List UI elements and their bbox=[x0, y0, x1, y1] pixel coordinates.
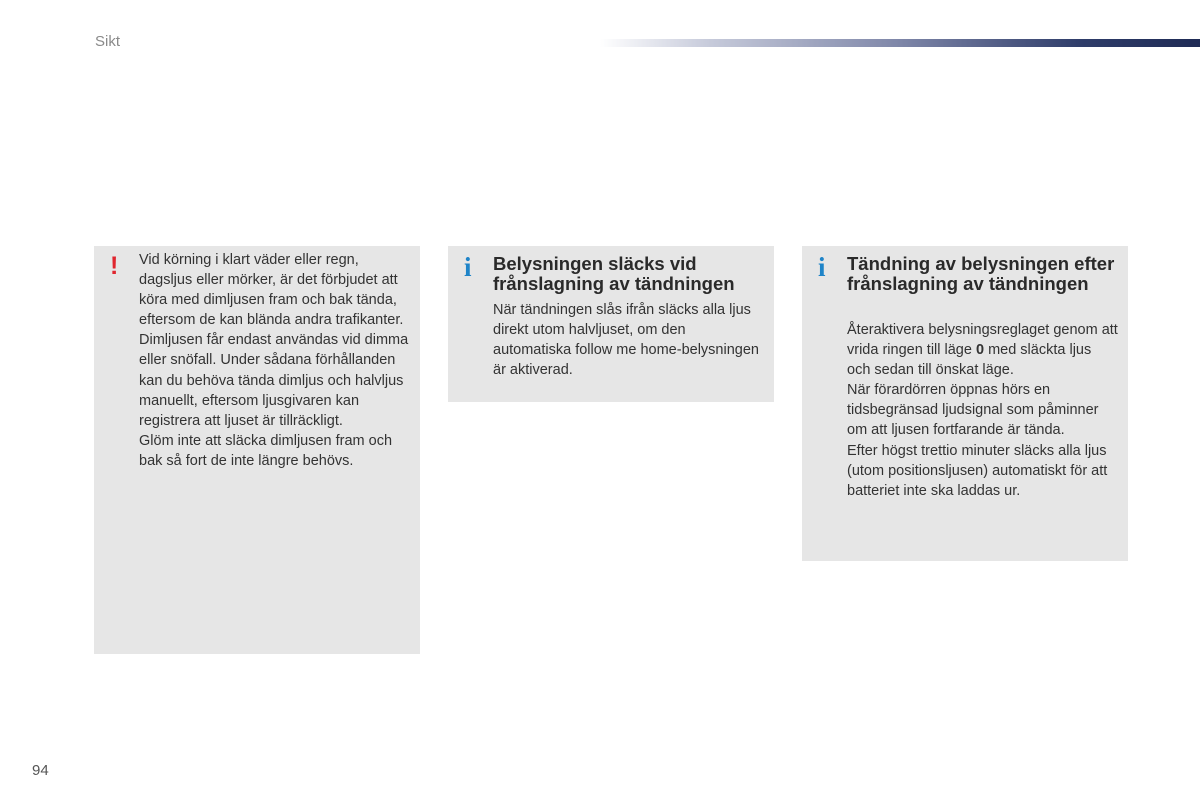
info-text-segment: Återaktivera belysningsreglaget genom att vrida ringen till läge bbox=[847, 322, 1118, 359]
info-icon: i bbox=[464, 252, 472, 282]
warning-box bbox=[94, 246, 420, 654]
info-box-lights-on bbox=[802, 246, 1128, 561]
info-paragraph: När förardörren öppnas hörs en tidsbegränsad ljudsignal som påminner om att ljusen fortfarande är tända. bbox=[847, 382, 1099, 439]
info-paragraph bbox=[847, 320, 1118, 380]
info-box-text bbox=[847, 320, 1118, 501]
info-box-title: Belysningen släcks vid frånslagning av tändningen bbox=[493, 253, 735, 294]
warning-paragraph: Glöm inte att släcka dimljusen fram och bak så fort de inte längre behövs. bbox=[139, 432, 393, 469]
page-number: 94 bbox=[32, 762, 49, 779]
info-box-title: Tändning av belysningen efter frånslagning av tändningen bbox=[847, 253, 1115, 294]
section-label: Sikt bbox=[95, 33, 121, 50]
warning-paragraph: Vid körning i klart väder eller regn, dagsljus eller mörker, är det förbjudet att köra med dimljusen fram och bak tända, eftersom de kan blända andra trafikanter. Dimljusen får endast användas vid dimma eller snöfall. Under sådana förhållanden kan du behöva tända dimljus och halvljus manuellt, eftersom ljusgivaren kan registrera att ljuset är tillräckligt. bbox=[139, 252, 409, 429]
info-box-text bbox=[493, 300, 764, 380]
info-paragraph: När tändningen slås ifrån släcks alla ljus direkt utom halvljuset, om den automatiska follow me home-belysningen är aktiverad. bbox=[493, 302, 759, 379]
info-icon: i bbox=[818, 252, 826, 282]
header-gradient-bar bbox=[600, 39, 1200, 47]
info-paragraph: Efter högst trettio minuter släcks alla ljus (utom positionsljusen) automatiskt för att batteriet inte ska laddas ur. bbox=[847, 442, 1108, 499]
warning-text bbox=[139, 250, 410, 471]
info-text-segment: med släckta ljus och sedan till önskat läge. bbox=[847, 342, 1092, 379]
info-box-lights-off bbox=[448, 246, 774, 402]
position-zero-value: 0 bbox=[975, 342, 985, 359]
exclamation-icon: ! bbox=[110, 252, 119, 280]
